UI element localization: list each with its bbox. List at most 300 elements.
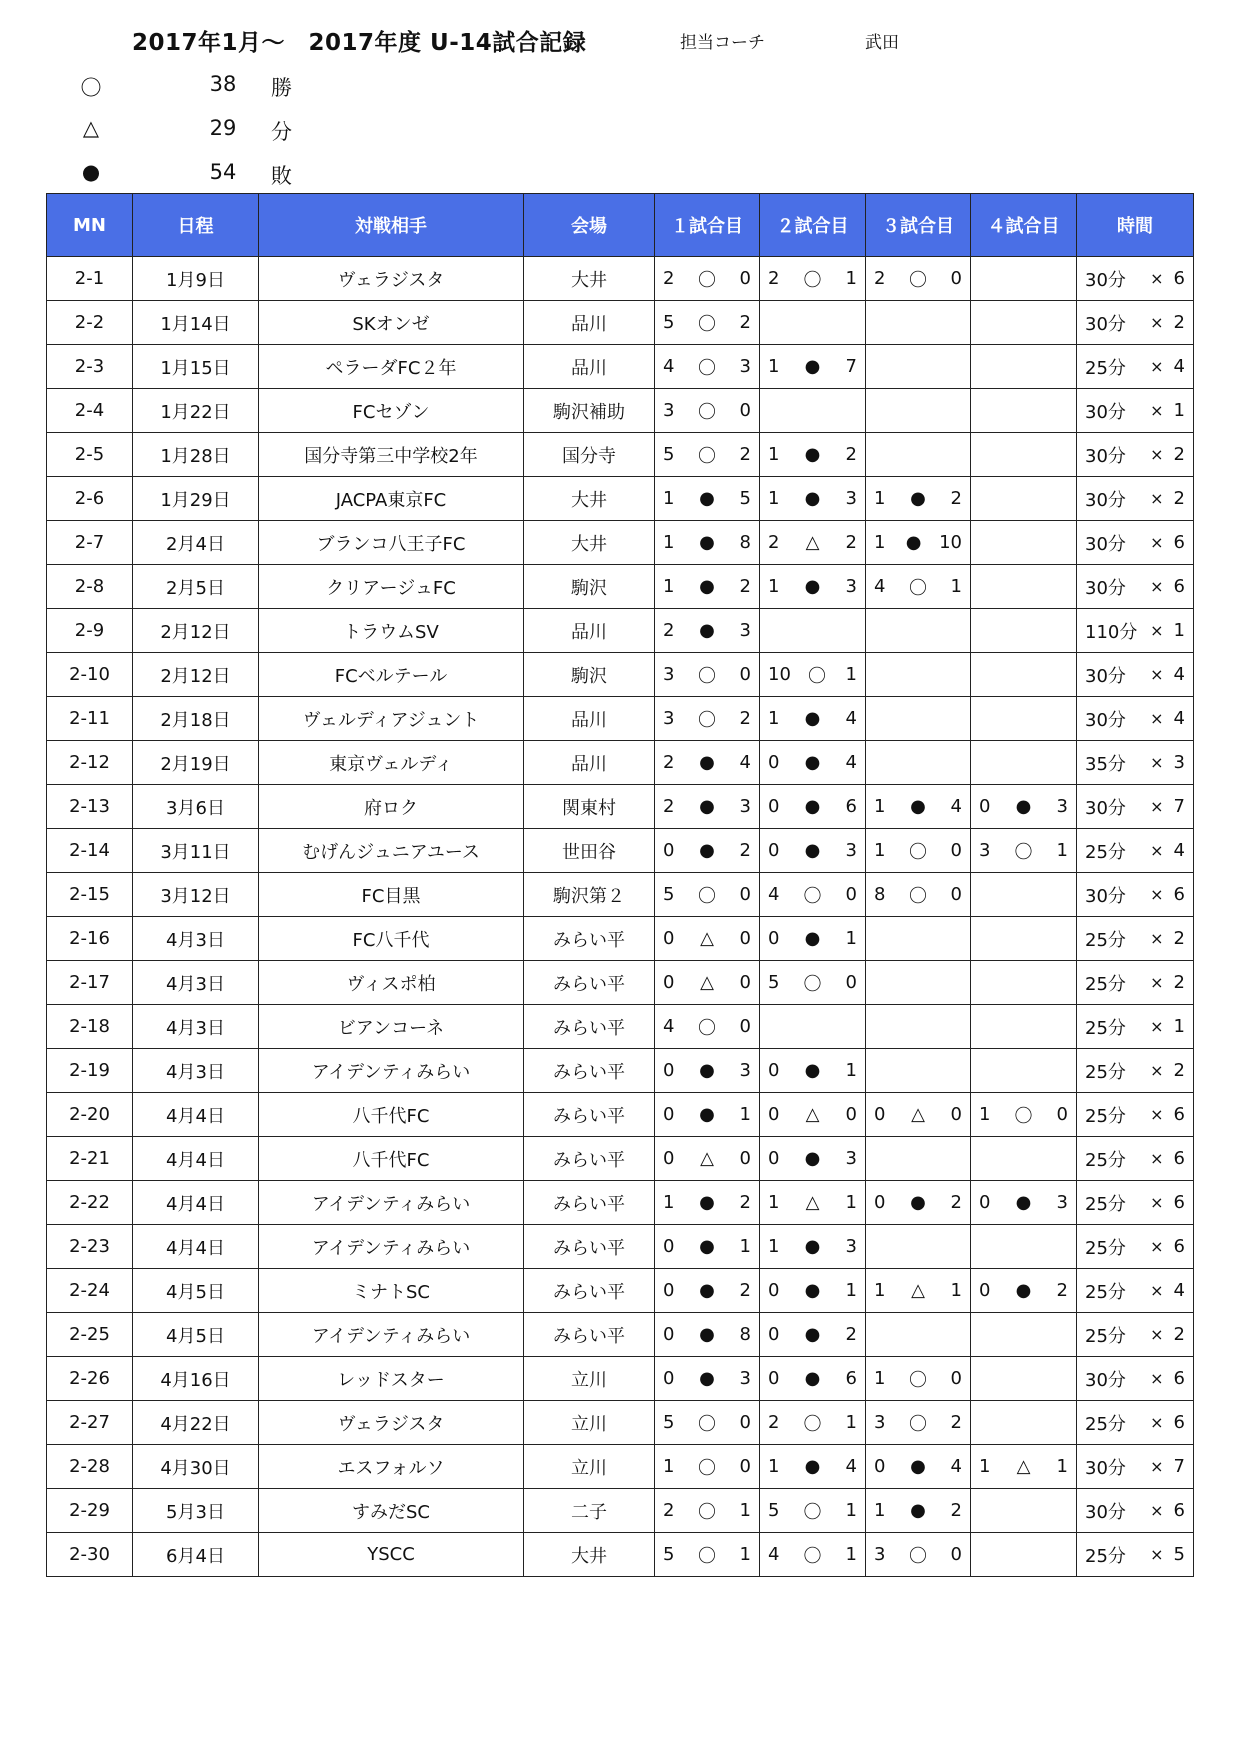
- times-icon: ×: [1150, 489, 1164, 508]
- cell-game2: [760, 741, 866, 785]
- cell-venue: 大井: [524, 257, 655, 301]
- cell-opponent: アイデンティみらい: [259, 1181, 524, 1225]
- cell-date: 4月3日: [133, 961, 259, 1005]
- table-row: [47, 565, 1194, 609]
- score-against: 2: [1056, 1280, 1068, 1301]
- times-icon: ×: [1150, 533, 1164, 552]
- times-icon: ×: [1150, 665, 1164, 684]
- cell-date: 2月12日: [133, 653, 259, 697]
- cell-date: 4月3日: [133, 917, 259, 961]
- cell-game3: [866, 1049, 971, 1093]
- result-symbol-icon: ●: [804, 708, 821, 729]
- summary-wins: [78, 66, 378, 106]
- cell-time: [1077, 961, 1194, 1005]
- result-symbol-icon: ●: [804, 1368, 821, 1389]
- cell-time: [1077, 521, 1194, 565]
- score-for: 1: [874, 796, 886, 817]
- score-for: 4: [768, 884, 780, 905]
- periods: 7: [1173, 796, 1185, 817]
- score-for: 0: [979, 796, 991, 817]
- cell-game1: [655, 653, 760, 697]
- draw-symbol-icon: △: [82, 116, 100, 140]
- cell-time: [1077, 477, 1194, 521]
- times-icon: ×: [1150, 1501, 1164, 1520]
- cell-mn: 2-2: [47, 301, 133, 345]
- score-against: 1: [845, 1192, 857, 1213]
- cell-time: [1077, 1357, 1194, 1401]
- cell-venue: 国分寺: [524, 433, 655, 477]
- cell-venue: 大井: [524, 1533, 655, 1577]
- result-symbol-icon: ●: [804, 1324, 821, 1345]
- result-symbol-icon: ●: [1015, 1192, 1032, 1213]
- cell-time: [1077, 1093, 1194, 1137]
- score-for: 4: [663, 1016, 675, 1037]
- score-against: 4: [739, 752, 751, 773]
- col-header-mn: MN: [47, 194, 133, 257]
- table-row: [47, 609, 1194, 653]
- times-icon: ×: [1150, 313, 1164, 332]
- cell-game4: [971, 1049, 1077, 1093]
- table-row: [47, 1137, 1194, 1181]
- score-for: 0: [768, 752, 780, 773]
- cell-mn: 2-21: [47, 1137, 133, 1181]
- cell-game2: [760, 1005, 866, 1049]
- score-against: 0: [739, 664, 751, 685]
- cell-game2: [760, 521, 866, 565]
- col-header-venue: 会場: [524, 194, 655, 257]
- minutes: 30分: [1085, 313, 1126, 335]
- cell-game3: [866, 785, 971, 829]
- cell-date: 4月16日: [133, 1357, 259, 1401]
- cell-date: 1月22日: [133, 389, 259, 433]
- result-symbol-icon: 〇: [909, 1369, 927, 1391]
- table-row: [47, 1225, 1194, 1269]
- minutes: 30分: [1085, 709, 1126, 731]
- minutes: 30分: [1085, 401, 1126, 423]
- cell-game3: [866, 1489, 971, 1533]
- cell-opponent: JACPA東京FC: [259, 477, 524, 521]
- cell-game1: [655, 1357, 760, 1401]
- cell-date: 5月3日: [133, 1489, 259, 1533]
- cell-game3: [866, 741, 971, 785]
- result-symbol-icon: ●: [699, 1192, 715, 1213]
- table-row: [47, 1049, 1194, 1093]
- cell-game2: [760, 1181, 866, 1225]
- result-symbol-icon: ●: [1015, 796, 1032, 817]
- cell-game2: [760, 345, 866, 389]
- cell-game4: [971, 785, 1077, 829]
- result-symbol-icon: ●: [699, 1368, 715, 1389]
- cell-opponent: 八千代FC: [259, 1093, 524, 1137]
- periods: 6: [1173, 268, 1185, 289]
- score-against: 4: [845, 752, 857, 773]
- col-header-opponent: 対戦相手: [259, 194, 524, 257]
- cell-date: 3月11日: [133, 829, 259, 873]
- loss-label: 敗: [271, 164, 292, 188]
- col-header-date: 日程: [133, 194, 259, 257]
- cell-game1: [655, 697, 760, 741]
- score-against: 2: [739, 840, 751, 861]
- cell-venue: 二子: [524, 1489, 655, 1533]
- score-for: 0: [874, 1104, 886, 1125]
- cell-game3: [866, 477, 971, 521]
- score-for: 0: [663, 1280, 675, 1301]
- periods: 6: [1173, 1192, 1185, 1213]
- cell-game4: [971, 741, 1077, 785]
- table-row: [47, 477, 1194, 521]
- score-against: 0: [950, 1104, 962, 1125]
- cell-game2: [760, 1533, 866, 1577]
- score-for: 2: [663, 1500, 675, 1521]
- cell-mn: 2-4: [47, 389, 133, 433]
- cell-mn: 2-15: [47, 873, 133, 917]
- cell-game4: [971, 653, 1077, 697]
- cell-game3: [866, 917, 971, 961]
- cell-time: [1077, 609, 1194, 653]
- result-symbol-icon: △: [911, 1280, 925, 1301]
- cell-game1: [655, 1137, 760, 1181]
- periods: 4: [1173, 356, 1185, 377]
- score-against: 2: [950, 1412, 962, 1433]
- table-row: [47, 433, 1194, 477]
- score-against: 0: [739, 1148, 751, 1169]
- cell-time: [1077, 917, 1194, 961]
- score-against: 1: [739, 1104, 751, 1125]
- cell-game2: [760, 301, 866, 345]
- cell-game3: [866, 1005, 971, 1049]
- score-for: 2: [663, 796, 675, 817]
- minutes: 30分: [1085, 1501, 1126, 1523]
- score-for: 3: [663, 400, 675, 421]
- cell-venue: 品川: [524, 301, 655, 345]
- cell-mn: 2-29: [47, 1489, 133, 1533]
- times-icon: ×: [1150, 445, 1164, 464]
- cell-mn: 2-12: [47, 741, 133, 785]
- score-against: 1: [845, 928, 857, 949]
- score-for: 0: [768, 840, 780, 861]
- cell-opponent: ミナトSC: [259, 1269, 524, 1313]
- cell-game4: [971, 1401, 1077, 1445]
- score-against: 2: [739, 444, 751, 465]
- cell-game1: [655, 565, 760, 609]
- table-body: [47, 257, 1194, 1577]
- cell-game4: [971, 1005, 1077, 1049]
- result-symbol-icon: ●: [699, 488, 715, 509]
- periods: 4: [1173, 840, 1185, 861]
- cell-time: [1077, 565, 1194, 609]
- score-against: 0: [739, 928, 751, 949]
- periods: 4: [1173, 664, 1185, 685]
- score-for: 0: [768, 928, 780, 949]
- times-icon: ×: [1150, 797, 1164, 816]
- cell-game1: [655, 609, 760, 653]
- score-for: 5: [663, 312, 675, 333]
- result-symbol-icon: ●: [804, 1236, 821, 1257]
- score-for: 1: [874, 1368, 886, 1389]
- cell-mn: 2-8: [47, 565, 133, 609]
- col-header-game4: ４試合目: [971, 194, 1077, 257]
- result-symbol-icon: ●: [804, 796, 821, 817]
- cell-time: [1077, 301, 1194, 345]
- minutes: 25分: [1085, 929, 1126, 951]
- score-against: 0: [739, 1016, 751, 1037]
- score-for: 2: [663, 268, 675, 289]
- loss-count: 54: [209, 160, 237, 184]
- cell-opponent: むげんジュニアユース: [259, 829, 524, 873]
- result-symbol-icon: △: [700, 928, 714, 949]
- result-symbol-icon: 〇: [698, 1413, 716, 1435]
- score-for: 5: [768, 1500, 780, 1521]
- cell-time: [1077, 257, 1194, 301]
- score-against: 8: [739, 532, 751, 553]
- score-for: 1: [768, 356, 780, 377]
- cell-time: [1077, 1225, 1194, 1269]
- cell-date: 4月4日: [133, 1181, 259, 1225]
- minutes: 25分: [1085, 1193, 1126, 1215]
- score-for: 3: [663, 664, 675, 685]
- cell-game4: [971, 433, 1077, 477]
- cell-opponent: ブランコ八王子FC: [259, 521, 524, 565]
- cell-mn: 2-25: [47, 1313, 133, 1357]
- summary-losses: [78, 154, 378, 194]
- cell-opponent: ヴェラジスタ: [259, 257, 524, 301]
- cell-time: [1077, 433, 1194, 477]
- col-header-game2: ２試合目: [760, 194, 866, 257]
- result-symbol-icon: 〇: [909, 1545, 927, 1567]
- score-against: 0: [950, 268, 962, 289]
- minutes: 25分: [1085, 1413, 1126, 1435]
- result-symbol-icon: ●: [910, 1192, 926, 1213]
- draw-count: 29: [209, 116, 237, 140]
- times-icon: ×: [1150, 973, 1164, 992]
- cell-game4: [971, 1225, 1077, 1269]
- minutes: 25分: [1085, 1325, 1126, 1347]
- cell-time: [1077, 785, 1194, 829]
- result-symbol-icon: ●: [804, 928, 821, 949]
- score-for: 0: [768, 1148, 780, 1169]
- cell-opponent: クリアージュFC: [259, 565, 524, 609]
- score-for: 0: [663, 1060, 675, 1081]
- times-icon: ×: [1150, 1545, 1164, 1564]
- cell-date: 1月9日: [133, 257, 259, 301]
- score-for: 1: [663, 576, 675, 597]
- score-for: 1: [663, 1456, 675, 1477]
- cell-game4: [971, 257, 1077, 301]
- minutes: 30分: [1085, 269, 1126, 291]
- cell-time: [1077, 1313, 1194, 1357]
- cell-mn: 2-5: [47, 433, 133, 477]
- cell-game3: [866, 653, 971, 697]
- result-symbol-icon: 〇: [803, 1545, 822, 1567]
- score-for: 3: [979, 840, 991, 861]
- cell-opponent: FC八千代: [259, 917, 524, 961]
- cell-mn: 2-20: [47, 1093, 133, 1137]
- score-against: 3: [739, 620, 751, 641]
- score-against: 4: [845, 708, 857, 729]
- cell-opponent: 国分寺第三中学校2年: [259, 433, 524, 477]
- score-against: 3: [739, 796, 751, 817]
- times-icon: ×: [1150, 1413, 1164, 1432]
- score-for: 0: [663, 972, 675, 993]
- table-row: [47, 1489, 1194, 1533]
- cell-game2: [760, 389, 866, 433]
- result-symbol-icon: 〇: [1014, 1105, 1033, 1127]
- cell-game4: [971, 961, 1077, 1005]
- score-against: 1: [845, 1500, 857, 1521]
- cell-mn: 2-27: [47, 1401, 133, 1445]
- score-for: 5: [663, 444, 675, 465]
- minutes: 110分: [1085, 621, 1138, 643]
- minutes: 25分: [1085, 1061, 1126, 1083]
- score-for: 2: [663, 620, 675, 641]
- score-for: 2: [768, 1412, 780, 1433]
- cell-venue: 品川: [524, 697, 655, 741]
- score-for: 1: [768, 1236, 780, 1257]
- cell-time: [1077, 1445, 1194, 1489]
- cell-opponent: アイデンティみらい: [259, 1225, 524, 1269]
- cell-game2: [760, 1401, 866, 1445]
- cell-opponent: FCセゾン: [259, 389, 524, 433]
- score-for: 1: [663, 532, 675, 553]
- times-icon: ×: [1150, 753, 1164, 772]
- score-against: 3: [739, 1060, 751, 1081]
- cell-game2: [760, 257, 866, 301]
- cell-time: [1077, 829, 1194, 873]
- score-against: 0: [845, 884, 857, 905]
- table-row: [47, 345, 1194, 389]
- cell-venue: 世田谷: [524, 829, 655, 873]
- table-row: [47, 521, 1194, 565]
- result-symbol-icon: 〇: [698, 357, 716, 379]
- cell-game2: [760, 609, 866, 653]
- score-for: 1: [768, 444, 780, 465]
- score-against: 3: [845, 840, 857, 861]
- cell-game3: [866, 433, 971, 477]
- cell-time: [1077, 389, 1194, 433]
- cell-game2: [760, 1049, 866, 1093]
- cell-game4: [971, 345, 1077, 389]
- cell-opponent: ヴィスポ柏: [259, 961, 524, 1005]
- cell-game1: [655, 477, 760, 521]
- minutes: 25分: [1085, 357, 1126, 379]
- periods: 6: [1173, 576, 1185, 597]
- result-symbol-icon: 〇: [909, 577, 927, 599]
- score-against: 3: [739, 1368, 751, 1389]
- cell-game1: [655, 917, 760, 961]
- loss-symbol-icon: ●: [81, 160, 101, 184]
- score-for: 0: [663, 1236, 675, 1257]
- cell-game1: [655, 1445, 760, 1489]
- score-against: 6: [845, 796, 857, 817]
- win-label: 勝: [271, 76, 292, 100]
- score-for: 0: [768, 1060, 780, 1081]
- result-symbol-icon: ●: [910, 796, 926, 817]
- page-title: 2017年1月〜 2017年度 U-14試合記録: [132, 30, 587, 56]
- table-row: [47, 301, 1194, 345]
- score-against: 4: [950, 1456, 962, 1477]
- cell-game1: [655, 961, 760, 1005]
- cell-venue: みらい平: [524, 1049, 655, 1093]
- cell-game3: [866, 389, 971, 433]
- times-icon: ×: [1150, 357, 1164, 376]
- cell-game1: [655, 1313, 760, 1357]
- cell-mn: 2-11: [47, 697, 133, 741]
- table-row: [47, 1401, 1194, 1445]
- minutes: 30分: [1085, 489, 1126, 511]
- cell-opponent: 東京ヴェルディ: [259, 741, 524, 785]
- cell-venue: みらい平: [524, 1005, 655, 1049]
- cell-game2: [760, 697, 866, 741]
- cell-game4: [971, 1533, 1077, 1577]
- result-symbol-icon: 〇: [698, 709, 716, 731]
- cell-opponent: FC目黒: [259, 873, 524, 917]
- cell-game1: [655, 829, 760, 873]
- result-symbol-icon: ●: [804, 1148, 821, 1169]
- score-against: 0: [1056, 1104, 1068, 1125]
- score-against: 4: [950, 796, 962, 817]
- score-for: 0: [663, 840, 675, 861]
- cell-opponent: エスフォルソ: [259, 1445, 524, 1489]
- cell-opponent: ペラーダFC２年: [259, 345, 524, 389]
- periods: 2: [1173, 1060, 1185, 1081]
- periods: 1: [1173, 620, 1185, 641]
- times-icon: ×: [1150, 841, 1164, 860]
- win-symbol-icon: 〇: [80, 76, 102, 100]
- cell-game2: [760, 1489, 866, 1533]
- cell-game4: [971, 1357, 1077, 1401]
- cell-time: [1077, 1181, 1194, 1225]
- table-row: [47, 741, 1194, 785]
- table-row: [47, 1533, 1194, 1577]
- score-against: 0: [739, 400, 751, 421]
- periods: 2: [1173, 972, 1185, 993]
- periods: 1: [1173, 1016, 1185, 1037]
- score-for: 4: [663, 356, 675, 377]
- cell-game4: [971, 1137, 1077, 1181]
- result-symbol-icon: 〇: [698, 1501, 716, 1523]
- score-for: 1: [768, 1192, 780, 1213]
- cell-game3: [866, 697, 971, 741]
- score-for: 0: [768, 796, 780, 817]
- minutes: 25分: [1085, 973, 1126, 995]
- result-symbol-icon: 〇: [698, 401, 716, 423]
- result-symbol-icon: 〇: [909, 841, 927, 863]
- cell-game3: [866, 609, 971, 653]
- score-for: 8: [874, 884, 886, 905]
- minutes: 30分: [1085, 797, 1126, 819]
- result-symbol-icon: ●: [699, 620, 715, 641]
- score-for: 0: [663, 1148, 675, 1169]
- minutes: 25分: [1085, 1017, 1126, 1039]
- cell-opponent: レッドスター: [259, 1357, 524, 1401]
- cell-game3: [866, 1357, 971, 1401]
- times-icon: ×: [1150, 1061, 1164, 1080]
- table-header-row: [47, 194, 1194, 257]
- result-symbol-icon: △: [700, 972, 714, 993]
- score-against: 2: [845, 444, 857, 465]
- result-symbol-icon: 〇: [803, 1501, 822, 1523]
- cell-game4: [971, 1093, 1077, 1137]
- cell-game4: [971, 565, 1077, 609]
- cell-game3: [866, 565, 971, 609]
- score-against: 2: [950, 488, 962, 509]
- cell-mn: 2-19: [47, 1049, 133, 1093]
- result-symbol-icon: 〇: [1014, 841, 1033, 863]
- cell-game1: [655, 345, 760, 389]
- cell-game4: [971, 829, 1077, 873]
- minutes: 30分: [1085, 665, 1126, 687]
- cell-date: 1月28日: [133, 433, 259, 477]
